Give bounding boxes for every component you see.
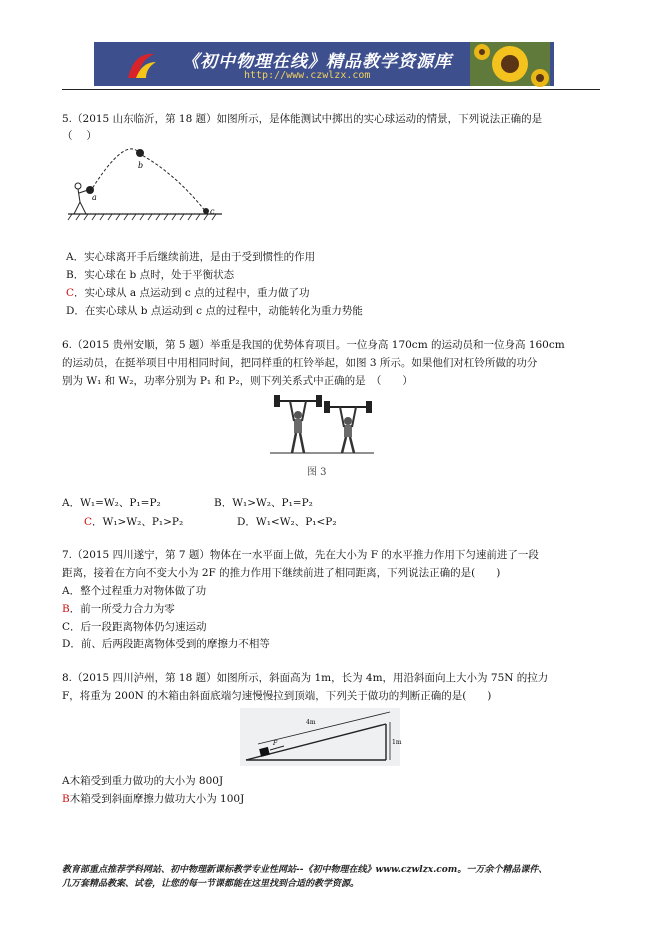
q5-option-c: C．实心球从 a 点运动到 c 点的过程中，重力做了功 [66,287,310,299]
page-footer [62,863,607,891]
q5-option-a: A．实心球离开手后继续前进，是由于受到惯性的作用 [66,251,316,263]
header-divider [62,89,600,90]
q7-option-b: B．前一所受力合力为零 [62,603,175,615]
q7-option-a: A．整个过程重力对物体做了功 [62,585,207,597]
site-logo-icon [124,48,158,82]
q5-stem-bracket: （ ） [62,130,97,142]
q7-stem-1: 7.（2015 四川遂宁，第 7 题）物体在一水平面上做，先在大小为 F 的水平推力作用下匀速前进了一段 [62,549,539,561]
header-banner [94,42,554,86]
q6-option-a: A．W₁=W₂、P₁=P₂ [62,497,161,509]
q6-weightlifters-figure [270,393,374,455]
banner-title: 《初中物理在线》精品教学资源库 [182,52,452,72]
banner-url[interactable]: http://www.czwlzx.com [244,70,371,81]
q8-stem-1: 8.（2015 四川泸州，第 18 题）如图所示，斜面高为 1m，长为 4m，用沿斜面向上大小为 75N 的拉力 [62,672,549,684]
q8-option-b: B木箱受到斜面摩擦力做功大小为 100J [62,793,245,805]
q5-label-c: c [210,207,215,216]
q6-stem-1: 6.（2015 贵州安顺，第 5 题）举重是我国的优势体育项目。一位身高 170cm 的运动员和一位身高 160cm [62,339,565,351]
q5-ball-trajectory-figure [66,144,226,224]
q7-option-d: D．前、后两段距离物体受到的摩擦力不相等 [62,638,270,650]
sunflower-icon [470,42,550,86]
q5-option-b: B．实心球在 b 点时，处于平衡状态 [66,269,235,281]
q7-option-c: C．后一段距离物体仍匀速运动 [62,621,207,633]
q8-label-length: 4m [306,719,316,726]
q6-option-c: C．W₁>W₂、P₁>P₂ [84,516,184,528]
q6-stem-2: 的运动员，在挺举项目中用相同时间，把同样重的杠铃举起，如图 3 所示。如果他们对杠铃所做的功分 [62,357,538,369]
q6-option-d: D．W₁<W₂、P₁<P₂ [237,516,337,528]
q6-figure-caption: 图 3 [307,467,327,478]
q8-label-height: 1m [392,739,402,746]
q7-stem-2: 距离，接着在方向不变大小为 2F 的推力作用下继续前进了相同距离，下列说法正确的是( ) [62,567,501,579]
footer-line-2: 几万套精品教案、试卷，让您的每一节课都能在这里找到合适的教学资源。 [62,879,360,889]
q5-label-a: a [92,193,97,202]
q8-option-a: A木箱受到重力做功的大小为 800J [62,775,224,787]
q5-option-d: D．在实心球从 b 点运动到 c 点的过程中，动能转化为重力势能 [66,305,363,317]
q8-label-force: F [273,740,278,747]
q5-label-b: b [138,161,144,170]
q6-stem-3: 别为 W₁ 和 W₂，功率分别为 P₁ 和 P₂，则下列关系式中正确的是 （ ） [62,375,413,387]
q6-option-b: B．W₁>W₂、P₁=P₂ [214,497,313,509]
footer-line-1: 教育部重点推荐学科网站、初中物理新课标教学专业性网站--《初中物理在线》www.czwlzx.com。一万余个精品课件、 [62,865,548,875]
q5-stem: 5.（2015 山东临沂，第 18 题）如图所示，是体能测试中掷出的实心球运动的情景，下列说法正确的是 [62,113,543,125]
q8-incline-figure [240,708,400,766]
q8-stem-2: F，将重为 200N 的木箱由斜面底端匀速慢慢拉到顶端，下列关于做功的判断正确的是( ) [62,690,492,702]
